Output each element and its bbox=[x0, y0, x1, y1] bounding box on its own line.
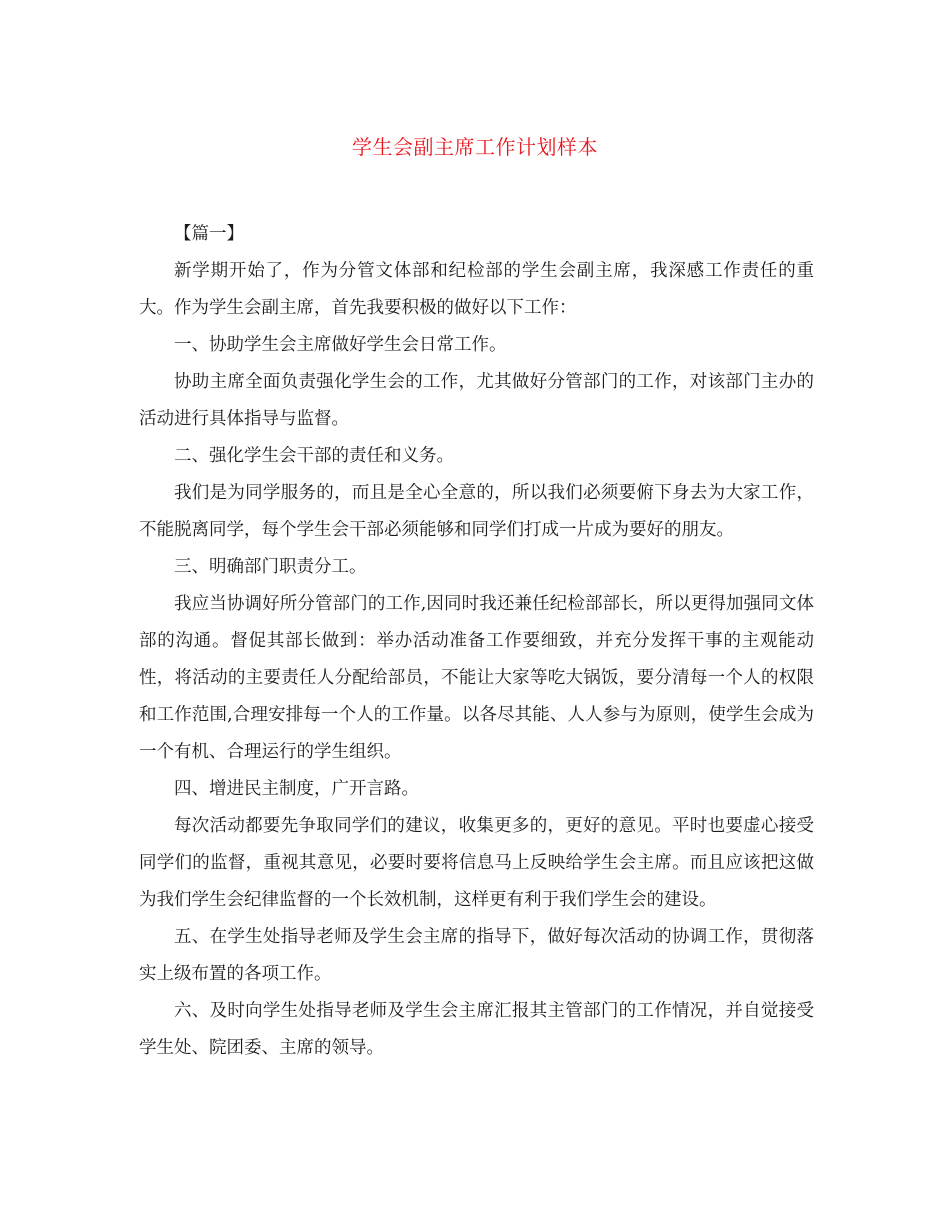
section-heading: 二、强化学生会干部的责任和义务。 bbox=[174, 446, 454, 466]
paragraph: 我应当协调好所分管部门的工作,因同时我还兼任纪检部部长，所以更得加强同文体部的沟通。督促其部长做到：举办活动准备工作要细致，并充分发挥干事的主观能动性，将活动的主要责任人分配给部员，不能让大家等吃大锅饭，要分清每一个人的权限和工作范围,合理安排每一个人的工作量。以各尽其能、人人参与为原则，使学生会成为一个有机、合理运行的学生组织。 bbox=[139, 594, 814, 762]
section-heading: 一、协助学生会主席做好学生会日常工作。 bbox=[174, 335, 507, 355]
paragraph: 协助主席全面负责强化学生会的工作，尤其做好分管部门的工作，对该部门主办的活动进行具体指导与监督。 bbox=[139, 372, 814, 429]
section-heading: 四、增进民主制度，广开言路。 bbox=[174, 779, 419, 799]
section-label: 【篇一】 bbox=[174, 224, 244, 244]
section-heading: 六、及时向学生处指导老师及学生会主席汇报其主管部门的工作情况，并自觉接受学生处、院团委、主席的领导。 bbox=[139, 1001, 814, 1058]
paragraph: 新学期开始了，作为分管文体部和纪检部的学生会副主席，我深感工作责任的重大。作为学生会副主席，首先我要积极的做好以下工作： bbox=[139, 261, 814, 318]
document-title: 学生会副主席工作计划样本 bbox=[352, 135, 598, 159]
section-heading: 三、明确部门职责分工。 bbox=[174, 557, 367, 577]
paragraph: 每次活动都要先争取同学们的建议，收集更多的，更好的意见。平时也要虚心接受同学们的监督，重视其意见，必要时要将信息马上反映给学生会主席。而且应该把这做为我们学生会纪律监督的一个长效机制，这样更有利于我们学生会的建设。 bbox=[139, 816, 814, 910]
section-heading: 五、在学生处指导老师及学生会主席的指导下，做好每次活动的协调工作，贯彻落实上级布置的各项工作。 bbox=[139, 927, 814, 984]
document-body bbox=[139, 216, 814, 1067]
paragraph: 我们是为同学服务的，而且是全心全意的，所以我们必须要俯下身去为大家工作，不能脱离同学，每个学生会干部必须能够和同学们打成一片成为要好的朋友。 bbox=[139, 483, 814, 540]
